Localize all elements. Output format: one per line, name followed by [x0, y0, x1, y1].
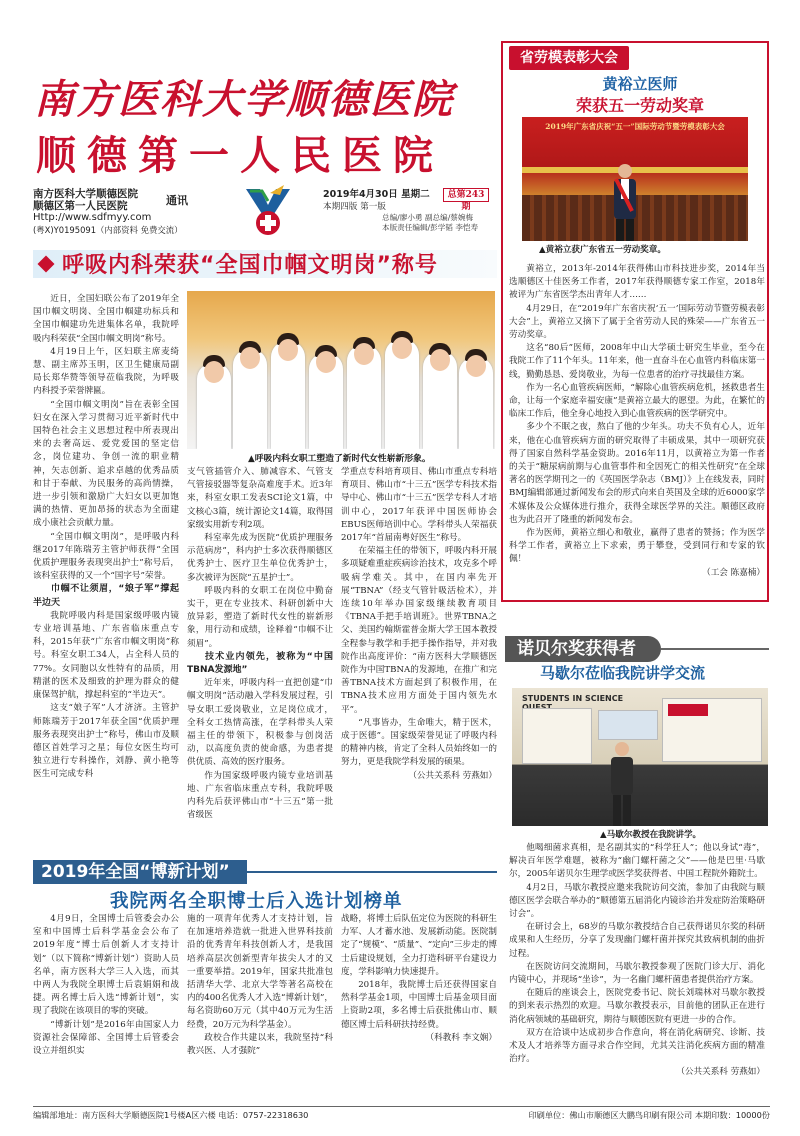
editor-line-2: 本版责任编辑/彭学韬 李恺寿 [382, 223, 479, 232]
paragraph: 政校合作共建以来，我院坚持“科教兴医、人才强院” [187, 1032, 333, 1057]
subheading: 巾帼不让须眉，“娘子军”撑起半边天 [33, 584, 179, 608]
model-worker-body [509, 263, 765, 580]
divider [661, 648, 769, 650]
paragraph: “凡事皆办，生命唯大，精于医术，成于医德”。国家级荣誉见证了呼吸内科的精神内核，肯定了全科人员始终如一的努力，更是我院学科发展的硕果。 [341, 717, 497, 768]
nobel-photo [512, 688, 768, 826]
issue-number-badge: 总第243期 [443, 188, 489, 202]
article-1-headline: 呼吸内科荣获“全国巾帼文明岗”称号 [62, 253, 438, 278]
speaker-icon [608, 740, 636, 826]
paragraph: 作为一名心血管疾病医师，“解除心血管疾病危机，拯救患者生命，让每一个家庭幸福安康”是黄裕立最大的愿望。为此，在繁忙的临床工作后，他全身心地投入到心血管疾病的医学研究中。 [509, 382, 765, 420]
paragraph: 在荣福主任的带领下，呼吸内科开展多项疑难重症疾病诊治技术，攻克多个呼吸病学难关。其中，在国内率先开展“TBNA”（经支气管针吸活检术），并连续10年举办国家级继续教育项目《TBNA手把手培训班》。世界TBNA之父、美国约翰斯霍普金斯大学王国本教授全程参与教学和手把手操作指导，并对我院作出高度评价：“南方医科大学顺德医院作为中国TBNA的发源地，在推广和完善TBNA技术方面起到了积极作用，在TBNA技术应用方面处于国内领先水平”。 [341, 546, 497, 715]
paragraph: 他喝细菌求真相，是名副其实的“科学狂人”；他以身试“毒”，解决百年医学难题，被称为“幽门螺杆菌之父”——他是巴里·马歇尔，2005年诺贝尔生理学或医学奖获得者、中国工程院外籍院士。 [509, 843, 765, 880]
publisher-line-2: 顺德区第一人民医院 [33, 200, 128, 212]
model-worker-photo-caption: ▲黄裕立获广东省五一劳动奖章。 [539, 245, 666, 255]
paragraph: 4月19日上午，区妇联主席麦绮慧、副主席苏玉明，区卫生健康局副局长郑华赞等领导莅临我院，为呼吸内科授予荣誉牌匾。 [33, 346, 179, 397]
paragraph: 4月29日，在“2019年广东省庆祝‘五一’国际劳动节暨劳模表彰大会”上，黄裕立又摘下了属于全省劳动人民的殊荣——广东省五一劳动奖章。 [509, 303, 765, 341]
nobel-tag: 诺贝尔奖获得者 [505, 636, 661, 662]
paragraph: 科室率先成为医院“优质护理服务示范病房”，科内护士多次获得顺德区优秀护士、医疗卫生单位优秀护士，多次被评为医院“五星护士”。 [187, 533, 333, 583]
hospital-logo-icon [240, 183, 296, 239]
subheading: 技术业内领先，被称为“中国TBNA发源地” [187, 651, 333, 676]
paragraph: 战略，将博士后队伍定位为医院的科研生力军、人才蓄水池、发展新动能。医院制定了“规模”、“质量”、“定向”三步走的博士后建设规划，全力打造科研平台建设力度，学科影响力快速提升。 [341, 914, 497, 977]
paragraph: “全国巾帼文明岗”旨在表彰全国妇女在深入学习贯彻习近平新时代中国特色社会主义思想过程中所表现出来的去奢高远、爱党爱国的坚定信念，岗位建功、争创一流的职业精神，矢志创新、追求卓越的优秀品质和甘于奉献、为民服务的高尚情操，进一步引领和激励广大妇女以更加饱满的热情、更加昂扬的状态为全面建成小康社会贡献力量。 [33, 399, 179, 529]
article-1-photo [187, 291, 495, 449]
website-url: Http://www.sdfmyy.com [33, 212, 152, 223]
model-worker-credit: （工会 陈嘉楠） [702, 567, 765, 578]
paragraph: 双方在洽谈中达成初步合作意向，将在消化病研究、诊断、技术及人才培养等方面寻求合作空间，尤其关注消化疾病方面的精准治疗。 [509, 1027, 765, 1065]
publisher-info [33, 188, 223, 236]
footer-printer: 印刷单位：佛山市顺德区大鹏鸟印刷有限公司 本期印数：10000份 [528, 1110, 770, 1120]
paragraph: 4月2日，马歇尔教授应邀来我院访问交流，参加了由我院与顺德区医学会联合举办的“顺德第五届消化内镜诊治并发症防治策略研讨会”。 [509, 882, 765, 920]
editor-line-1: 总编/廖小勇 副总编/蔡婉梅 [382, 213, 474, 222]
paragraph: 这支“娘子军”人才济济。主管护师陈瑞芳于2017年获全国“优质护理服务表现突出护士”称号，佛山市及顺德区首姓学习之星；每位女医生均可独立进行专科操作，刘静、黄小艳等医生可完成专科 [33, 703, 179, 780]
article-1-photo-caption: ▲呼吸内科女职工塑造了新时代女性崭新形象。 [248, 454, 431, 464]
person-icon [610, 161, 640, 241]
paragraph: 作为医师，黄裕立细心和敬业，赢得了患者的赞扬；作为医学科学工作者，黄裕立上下求索，勇于攀登，受到同行和专家的钦佩！ [509, 528, 765, 565]
paragraph: 我院呼吸内科是国家级呼吸内镜专业培训基地、广东省临床重点专科，2015年获“广东省巾帼文明岗”称号。科室女职工34人，占全科人员的77%。女同胞以女性特有的品质，用精湛的医术及细致的护理为群众的健康保驾护航，撑起科室的“半边天”。 [33, 610, 179, 701]
publisher-line-1: 南方医科大学顺德医院 [33, 188, 138, 200]
footer-address: 编辑部地址：南方医科大学顺德医院1号楼A区六楼 电话：0757-22318630 [33, 1110, 309, 1120]
model-worker-photo [522, 117, 748, 241]
paragraph: 学重点专科培育项目、佛山市重点专科培育项目、佛山市“十三五”医学专科技术指导中心、佛山市“十三五”医学专科人才培训中心，2017年获评中国医师协会EBUS医师培训中心。学科带头人荣福获2017年“首届南粤好医生”称号。 [341, 467, 497, 544]
article-2-headline: 我院两名全职博士后入选计划榜单 [110, 891, 403, 912]
article-1-credit: （公共关系科 劳燕如） [408, 770, 497, 781]
paragraph: 在医院访问交流期间，马歇尔教授参观了医院门诊大厅、消化内镜中心，并现场“坐诊”，为一名幽门螺杆菌患者提供治疗方案。 [509, 961, 765, 986]
paragraph: 近年来，呼吸内科一直把创建“巾帼文明岗”活动融入学科发展过程，引导女职工爱岗敬业，立足岗位成才，全科女工热情高涨，在学科带头人荣福主任的带领下，积极参与创岗活动，以高度负责的使命感，为患者提供优质、高效的医疗服务。 [187, 678, 333, 768]
divider [247, 871, 497, 873]
paragraph: 在随后的座谈会上，医院党委书记、院长刘瑞林对马歇尔教授的到来表示热烈的欢迎。马歇尔教授表示，目前他的团队正在进行消化病领域的基础研究，期待与顺德医院有更进一步的合作。 [509, 988, 765, 1025]
paragraph: 施的一项青年优秀人才支持计划，旨在加速培养造就一批进入世界科技前沿的优秀青年科技创新人才，是我国培养高层次创新型青年拔尖人才的又一重要举措。2019年，国家共批准包括清华大学、北京大学等著名高校在内的400名优秀人才入选“博新计划”，每名资助60万元（其中40万元为生活经费，20万元为科学基金）。 [187, 914, 333, 1030]
tongxun-label: 通讯 [166, 194, 188, 207]
article-2-column-2 [187, 913, 333, 1058]
article-2-column-3 [341, 913, 497, 1045]
editor-credits [382, 213, 494, 233]
article-1-column-2 [187, 466, 333, 822]
paragraph: “全国巾帼文明岗”，是呼吸内科继2017年陈瑞芳主管护师获得“全国优质护理服务表现突出护士”称号后，该科室获得的又一个“国字号”荣誉。 [33, 531, 179, 582]
issue-pages: 本期四版 第一版 [323, 202, 386, 212]
paragraph: 4月9日，全国博士后管委会办公室和中国博士后科学基金会公布了2019年度“博士后创新人才支持计划”（以下简称“博新计划”）资助人员名单，南方医科大学三人入选，而其中两人为我院全职博士后袁娟娟和战捷。两名博士后入选“博新计划”，实现了我院在该项目的零的突破。 [33, 914, 179, 1017]
paragraph: 近日，全国妇联公布了2019年全国巾帼文明岗、全国巾帼建功标兵和全国巾帼建功先进集体名单，我院呼吸内科荣获“全国巾帼文明岗”称号。 [33, 294, 179, 344]
paragraph: 黄裕立，2013年-2014年获得佛山市科技进步奖，2014年当选顺德区十佳医务工作者，2017年获得顺德专家工作室，2018年被评为广东省医学杰出青年人才…… [509, 264, 765, 301]
masthead-title-1: 南方医科大学顺德医院 [34, 76, 454, 123]
nobel-headline: 马歇尔莅临我院讲学交流 [540, 664, 706, 682]
photo-banner-text: 2019年广东省庆祝“五一”国际劳动节暨劳模表彰大会 [545, 122, 725, 131]
photo-screen-text: STUDENTS IN SCIENCE [522, 694, 624, 703]
paragraph: 支气管插管介入、肺减容术、气管支气管接驳器等复杂高难度手术。近3年来，科室女职工发表SCI论文1篇，中文核心3篇，统计源论文14篇，取得国家级实用新专利2项。 [187, 467, 333, 530]
paragraph: 这名“80后”医师，2008年中山大学硕士研究生毕业，至今在我院工作了11个年头。11年来，他一直奋斗在心血管内科临床第一线，勤勤恳恳、爱岗敬业，为每一位患者的治疗寻找最佳方案。 [509, 343, 765, 380]
article-2-tag: 2019年全国“博新计划” [33, 860, 247, 884]
paragraph: “博新计划”是2016年由国家人力资源社会保障部、全国博士后管委会设立并组织实 [33, 1019, 179, 1057]
masthead-title-2: 顺德第一人民医院 [36, 132, 444, 179]
paragraph: 在研讨会上，68岁的马歇尔教授结合自己获得诺贝尔奖的科研成果和人生经历，分享了发现幽门螺杆菌并探究其致病机制的曲折过程。 [509, 922, 765, 959]
paragraph: 作为国家级呼吸内镜专业培训基地、广东省临床重点专科，我院呼吸内科先后获评佛山市“十三五”第一批省级医 [187, 770, 333, 821]
paragraph: 呼吸内科的女职工在岗位中勤奋实干，更在专业技术、科研创新中大放异彩，塑造了新时代女性的崭新形象，用行动和成绩，诠释着“巾帼不让须眉”。 [187, 585, 333, 649]
model-worker-award: 荣获五一劳动奖章 [575, 96, 704, 115]
article-1-column-3 [341, 466, 497, 783]
nobel-body [509, 842, 765, 1080]
nobel-photo-caption: ▲马歇尔教授在我院讲学。 [600, 830, 702, 840]
paragraph: 多少个不眠之夜，熬白了他的少年头。功夫不负有心人，近年来，他在心血管疾病方面的研究取得了丰硕成果，其中一项研究获得了国家自然科学基金资助。2016年11月，以黄裕立为第一作者的关于“糖尿病前期与心血管事件和全因死亡的相关性研究”在全球著名的医学期刊之一的《英国医学杂志（BMJ）》上在线发表，同时BMJ编辑部通过新闻发布会的形式向来自英国及全球的近6000家学术媒体及公众媒体进行推介，获得全球医学界的关注。顺德区政府也为此召开了隆重的新闻发布会。 [509, 422, 765, 525]
article-1-column-1 [33, 293, 179, 782]
article-2-credit: （科教科 李文娴） [425, 1032, 497, 1043]
article-2-column-1 [33, 913, 179, 1058]
model-worker-name: 黄裕立医师 [602, 75, 678, 93]
model-worker-tag: 省劳模表彰大会 [509, 46, 629, 70]
license-number: (粤X)Y0195091（内部资料 免费交流） [33, 225, 183, 235]
nobel-credit: （公共关系科 劳燕如） [676, 1067, 765, 1078]
issue-date: 2019年4月30日 星期二 [323, 189, 430, 200]
paragraph: 2018年，我院博士后还获得国家自然科学基金1项，中国博士后基金项目面上资助2项，多名博士后获批佛山市、顺德区博士后科研扶持经费。 [341, 980, 497, 1030]
footer [33, 1106, 770, 1122]
